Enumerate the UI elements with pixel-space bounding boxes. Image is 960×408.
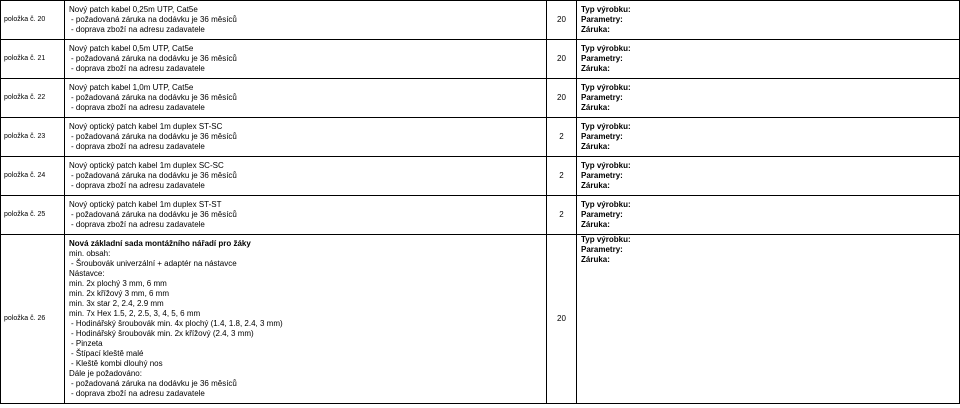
warranty-label: Záruka: (581, 25, 610, 34)
item-quantity: 20 (547, 235, 577, 404)
item-description (65, 118, 547, 157)
description-line: Dále je požadováno: (69, 369, 142, 378)
product-type-label: Typ výrobku: (581, 44, 631, 53)
warranty-label: Záruka: (581, 220, 610, 229)
description-line: - požadovaná záruka na dodávku je 36 měsíců (71, 379, 237, 388)
item-description (65, 40, 547, 79)
parameters-label: Parametry: (581, 15, 623, 24)
item-description (65, 235, 547, 404)
description-line: Nový optický patch kabel 1m duplex ST-SC (69, 122, 223, 131)
description-line: - doprava zboží na adresu zadavatele (71, 142, 205, 151)
product-type-label: Typ výrobku: (581, 83, 631, 92)
description-line: min. 2x plochý 3 mm, 6 mm (69, 279, 167, 288)
table-row (1, 157, 960, 196)
description-line: - doprava zboží na adresu zadavatele (71, 181, 205, 190)
item-quantity: 20 (547, 79, 577, 118)
item-description (65, 196, 547, 235)
description-line: - Kleště kombi dlouhý nos (71, 359, 163, 368)
description-line: - Hodinářský šroubovák min. 4x plochý (1.4, 1.8, 2.4, 3 mm) (71, 319, 283, 328)
product-type-label: Typ výrobku: (581, 161, 631, 170)
table-row (1, 235, 960, 404)
parameters-label: Parametry: (581, 245, 623, 254)
table-row (1, 40, 960, 79)
product-type-label: Typ výrobku: (581, 122, 631, 131)
parameters-label: Parametry: (581, 93, 623, 102)
item-quantity: 2 (547, 157, 577, 196)
item-number: položka č. 20 (1, 1, 65, 40)
description-line: - Hodinářský šroubovák min. 2x křížový (2.4, 3 mm) (71, 329, 254, 338)
description-line: Nová základní sada montážního nářadí pro žáky (69, 239, 251, 248)
item-quantity: 20 (547, 40, 577, 79)
parameters-label: Parametry: (581, 132, 623, 141)
warranty-label: Záruka: (581, 181, 610, 190)
parameters-label: Parametry: (581, 54, 623, 63)
description-line: Nový optický patch kabel 1m duplex SC-SC (69, 161, 224, 170)
item-number: položka č. 21 (1, 40, 65, 79)
warranty-label: Záruka: (581, 142, 610, 151)
item-quantity: 20 (547, 1, 577, 40)
item-description (65, 1, 547, 40)
warranty-label: Záruka: (581, 103, 610, 112)
item-spec (577, 79, 960, 118)
item-spec (577, 1, 960, 40)
item-number: položka č. 24 (1, 157, 65, 196)
item-description (65, 79, 547, 118)
description-line: - Pinzeta (71, 339, 103, 348)
item-number: položka č. 22 (1, 79, 65, 118)
product-type-label: Typ výrobku: (581, 5, 631, 14)
description-line: min. obsah: (69, 249, 111, 258)
description-line: Nový patch kabel 1,0m UTP, Cat5e (69, 83, 194, 92)
item-quantity: 2 (547, 118, 577, 157)
item-spec (577, 118, 960, 157)
description-line: - doprava zboží na adresu zadavatele (71, 220, 205, 229)
table-row (1, 79, 960, 118)
parameters-label: Parametry: (581, 210, 623, 219)
description-line: - požadovaná záruka na dodávku je 36 měsíců (71, 210, 237, 219)
description-line: - požadovaná záruka na dodávku je 36 měsíců (71, 171, 237, 180)
item-quantity: 2 (547, 196, 577, 235)
item-spec (577, 40, 960, 79)
description-line: - požadovaná záruka na dodávku je 36 měsíců (71, 132, 237, 141)
item-spec (577, 235, 960, 404)
description-line: - Šroubovák univerzální + adaptér na nástavce (71, 259, 237, 268)
items-table-body (1, 1, 960, 404)
description-line: - požadovaná záruka na dodávku je 36 měsíců (71, 93, 237, 102)
description-line: - požadovaná záruka na dodávku je 36 měsíců (71, 54, 237, 63)
item-number: položka č. 26 (1, 235, 65, 404)
description-line: - doprava zboží na adresu zadavatele (71, 25, 205, 34)
item-spec (577, 196, 960, 235)
table-row (1, 1, 960, 40)
description-line: - doprava zboží na adresu zadavatele (71, 64, 205, 73)
description-line: min. 3x star 2, 2.4, 2.9 mm (69, 299, 164, 308)
warranty-label: Záruka: (581, 64, 610, 73)
table-row (1, 118, 960, 157)
item-number: položka č. 25 (1, 196, 65, 235)
description-line: Nový patch kabel 0,5m UTP, Cat5e (69, 44, 194, 53)
description-line: min. 2x křížový 3 mm, 6 mm (69, 289, 170, 298)
description-line: Nový optický patch kabel 1m duplex ST-ST (69, 200, 222, 209)
item-spec (577, 157, 960, 196)
description-line: - doprava zboží na adresu zadavatele (71, 389, 205, 398)
parameters-label: Parametry: (581, 171, 623, 180)
description-line: - požadovaná záruka na dodávku je 36 měsíců (71, 15, 237, 24)
warranty-label: Záruka: (581, 255, 610, 264)
product-type-label: Typ výrobku: (581, 200, 631, 209)
description-line: - Štípací kleště malé (71, 349, 144, 358)
description-line: Nový patch kabel 0,25m UTP, Cat5e (69, 5, 198, 14)
product-type-label: Typ výrobku: (581, 235, 631, 244)
description-line: - doprava zboží na adresu zadavatele (71, 103, 205, 112)
description-line: Nástavce: (69, 269, 105, 278)
item-description (65, 157, 547, 196)
table-row (1, 196, 960, 235)
description-line: min. 7x Hex 1.5, 2, 2.5, 3, 4, 5, 6 mm (69, 309, 201, 318)
item-number: položka č. 23 (1, 118, 65, 157)
